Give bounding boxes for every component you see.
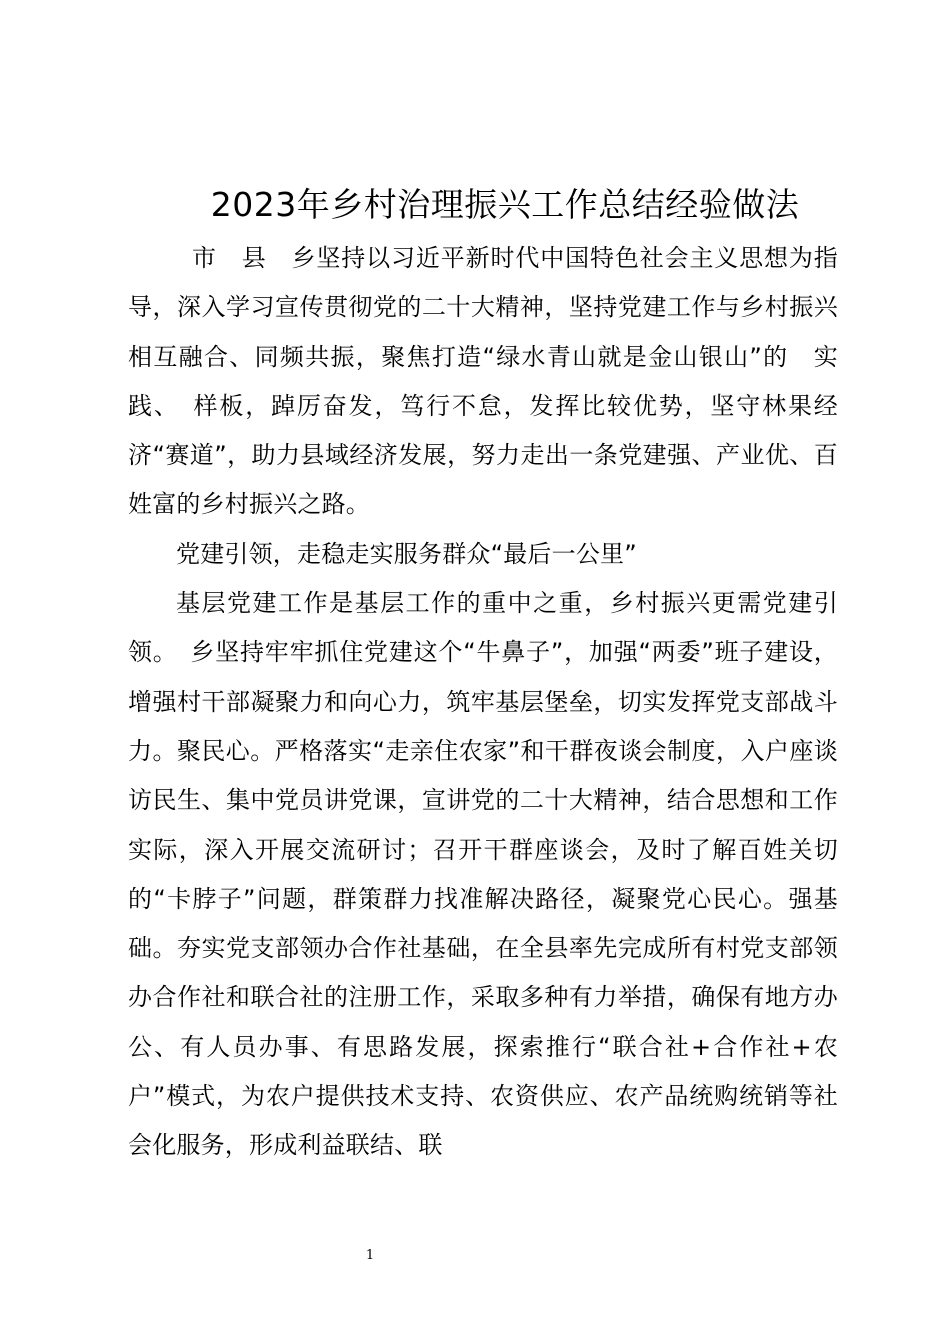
document-title: 2023年乡村治理振兴工作总结经验做法 [210, 185, 800, 224]
document-body [128, 234, 838, 1171]
page-number: 1 [365, 1248, 375, 1263]
intro-paragraph: 市 县 乡坚持以习近平新时代中国特色社会主义思想为指导，深入学习宣传贯彻党的二十大精神，坚持党建工作与乡村振兴相互融合、同频共振，聚焦打造“绿水青山就是金山银山”的 实践、 样板，踔厉奋发，笃行不怠，发挥比较优势，坚守林果经济“赛道”，助力县域经济发展，努力走出一条党建强、产业优、百姓富的乡村振兴之路。 [128, 244, 838, 519]
body-paragraph: 基层党建工作是基层工作的重中之重，乡村振兴更需党建引领。 乡坚持牢牢抓住党建这个“牛鼻子”，加强“两委”班子建设，增强村干部凝聚力和向心力，筑牢基层堡垒，切实发挥党支部战斗力。聚民心。严格落实“走亲住农家”和干群夜谈会制度，入户座谈访民生、集中党员讲党课，宣讲党的二十大精神，结合思想和工作实际，深入开展交流研讨；召开干群座谈会，及时了解百姓关切的“卡脖子”问题，群策群力找准解决路径，凝聚党心民心。强基础。夯实党支部领办合作社基础，在全县率先完成所有村党支部领办合作社和联合社的注册工作，采取多种有力举措，确保有地方办公、有人员办事、有思路发展，探索推行“联合社+合作社+农户”模式，为农户提供技术支持、农资供应、农产品统购统销等社会化服务，形成利益联结、联 [128, 589, 838, 1160]
section-heading: 党建引领，走稳走实服务群众“最后一公里” [176, 539, 637, 568]
